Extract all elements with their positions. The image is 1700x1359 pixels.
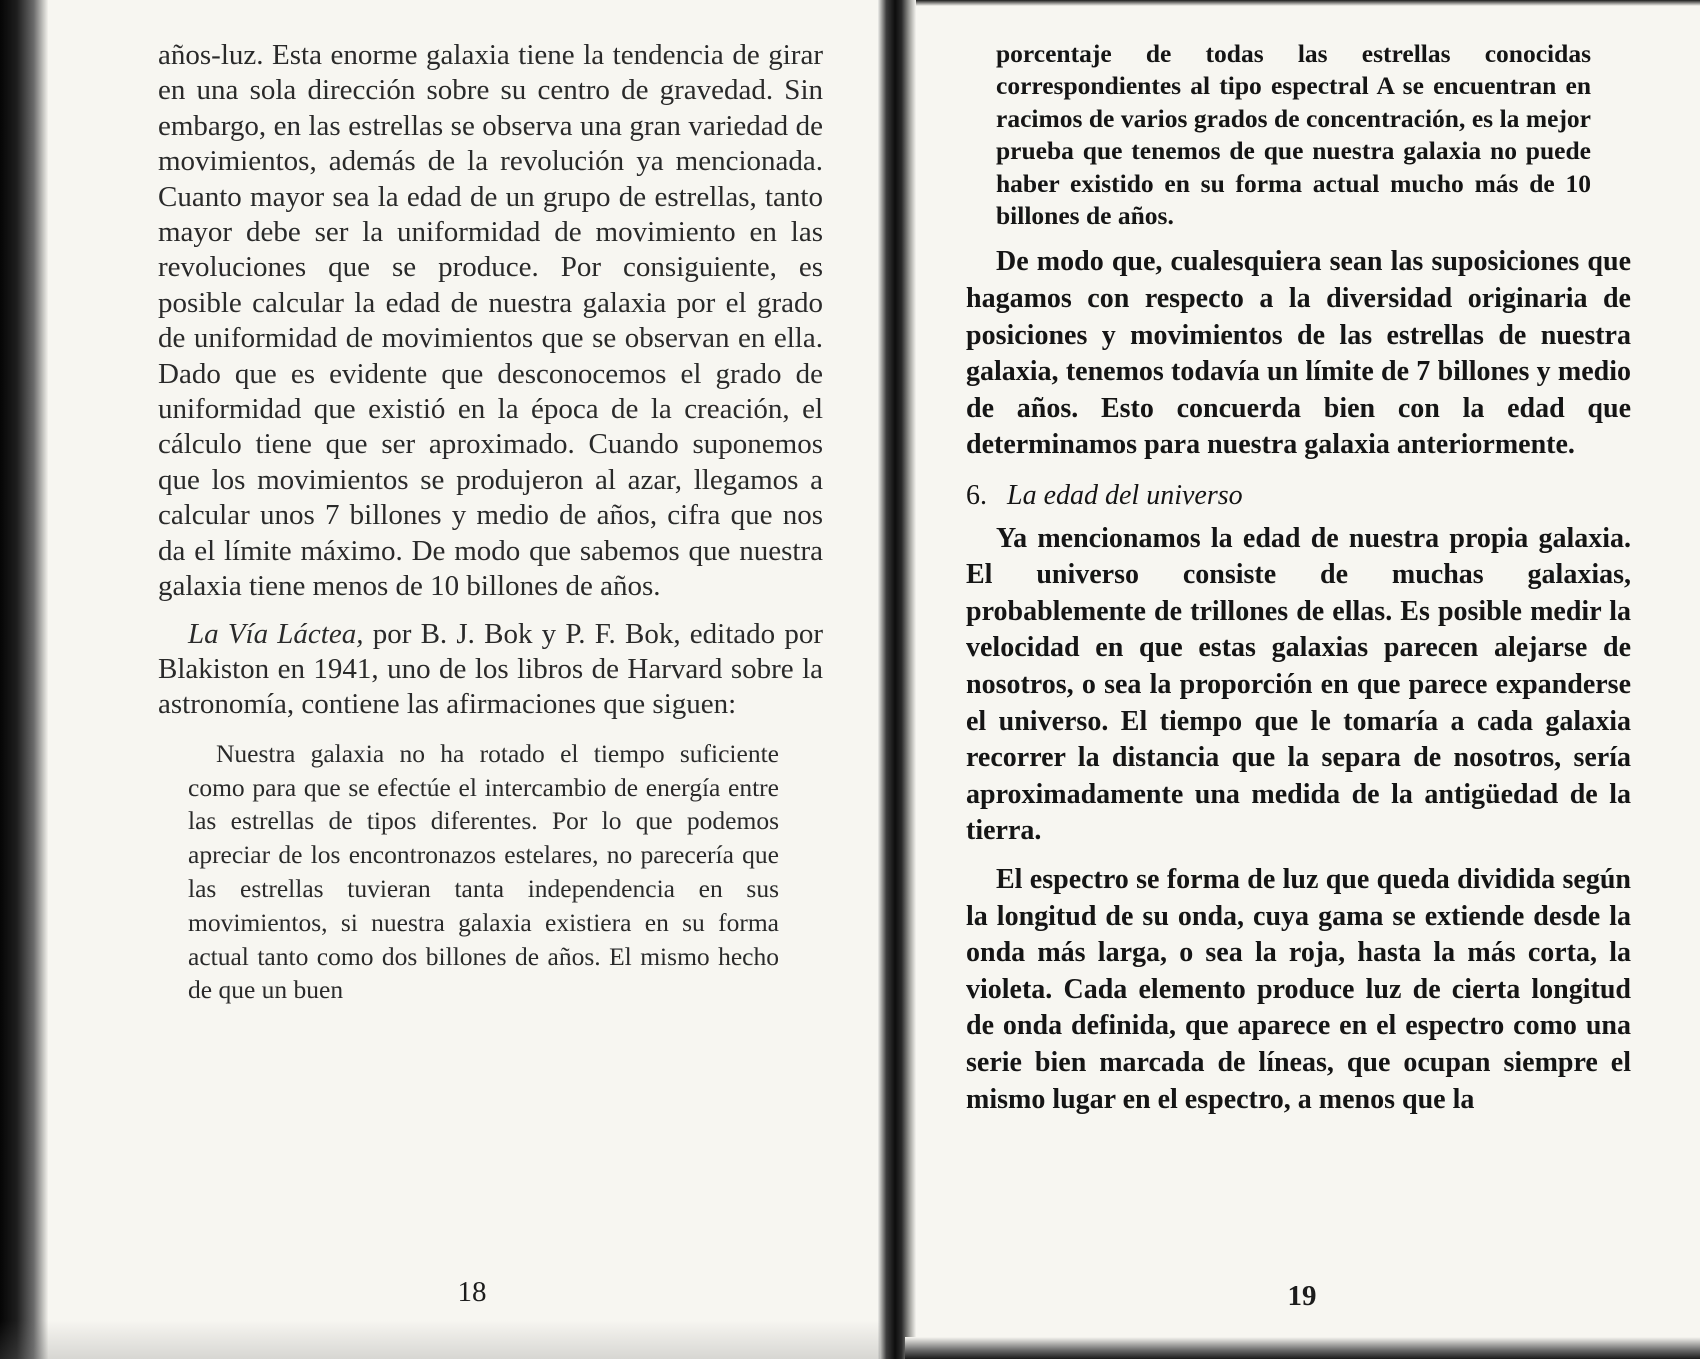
left-paragraph-2 — [158, 617, 823, 723]
top-edge-shadow — [916, 0, 1700, 6]
right-paragraph-3: El espectro se forma de luz que queda dividida según la longitud de su onda, cuya gama se extiende desde la onda más larga, o sea la roja, hasta la más corta, la violeta. Cada elemento produce luz de cierta longitud de onda definida, que aparece en el espectro como una serie bien marcada de líneas, que ocupan siempre el mismo lugar en el espectro, a menos que la — [966, 863, 1631, 1115]
book-gutter — [878, 0, 916, 1359]
bottom-edge-shadow-right — [905, 1337, 1700, 1359]
right-paragraph-1: De modo que, cualesquiera sean las suposiciones que hagamos con respecto a la diversidad originaria de posiciones y movimientos de las estrellas de nuestra galaxia, tenemos todavía un límite de 7 billones y medio de años. Esto concuerda bien con la edad que determinamos para nuestra galaxia anteriormente. — [966, 246, 1631, 461]
section-heading — [966, 478, 1631, 515]
book-title: La Vía Láctea, — [188, 617, 364, 650]
bottom-edge-shadow-left — [0, 1320, 880, 1359]
right-paragraph-2: Ya mencionamos la edad de nuestra propia galaxia. El universo consiste de muchas galaxias, probablemente de trillones de ellas. Es posible medir la velocidad en que estas galaxias parecen alejarse de nosotros, o sea la proporción en que parece expanderse el universo. El tiempo que le tomaría a cada galaxia recorrer la distancia que la separa de nosotros, sería aproximadamente una medida de la antigüedad de la tierra. — [966, 522, 1631, 847]
left-paragraph-1: años-luz. Esta enorme galaxia tiene la tendencia de girar en una sola dirección sobre su centro de gravedad. Sin embargo, en las estrellas se observa una gran variedad de movimientos, además de la revolución ya mencionada. Cuanto mayor sea la edad de un grupo de estrellas, tanto mayor debe ser la uniformidad de movimiento en las revoluciones que se produce. Por consiguiente, es posible calcular la edad de nuestra galaxia por el grado de uniformidad de movimientos que se observan en ella. Dado que es evidente que desconocemos el grado de uniformidad que existió en la época de la creación, el cálculo tiene que ser aproximado. Cuando suponemos que los movimientos se produjeron al azar, llegamos a calcular unos 7 billones y medio de años, cifra que nos da el límite máximo. De modo que sabemos que nuestra galaxia tiene menos de 10 billones de años. — [158, 39, 823, 603]
left-paragraph-2-text: por B. J. Bok y P. F. Bok, editado por Blakiston en 1941, uno de los libros de Harvard sobre la astronomía, contiene las afirmaciones que siguen: — [158, 617, 823, 721]
block-quote: Nuestra galaxia no ha rotado el tiempo suficiente como para que se efectúe el intercambio de energía entre las estrellas de tipos diferentes. Por lo que podemos apreciar de los encontronazos estelares, no parecería que las estrellas tuvieran tanta independencia en sus movimientos, si nuestra galaxia existiera en su forma actual tanto como dos billones de años. El mismo hecho de que un buen — [188, 738, 779, 1005]
section-title: La edad del universo — [1007, 480, 1243, 511]
page-number-left: 18 — [457, 1276, 487, 1308]
section-number: 6. — [966, 480, 987, 511]
right-page — [966, 38, 1631, 1118]
page-edge-shadow — [0, 0, 48, 1359]
block-quote-continuation: porcentaje de todas las estrellas conocidas correspondientes al tipo espectral A se encuentran en racimos de varios grados de concentración, es la mejor prueba que tenemos de que nuestra galaxia no puede haber existido en su forma actual mucho más de 10 billones de años. — [996, 39, 1591, 231]
left-page — [158, 38, 823, 1007]
page-number-right: 19 — [1287, 1280, 1317, 1312]
